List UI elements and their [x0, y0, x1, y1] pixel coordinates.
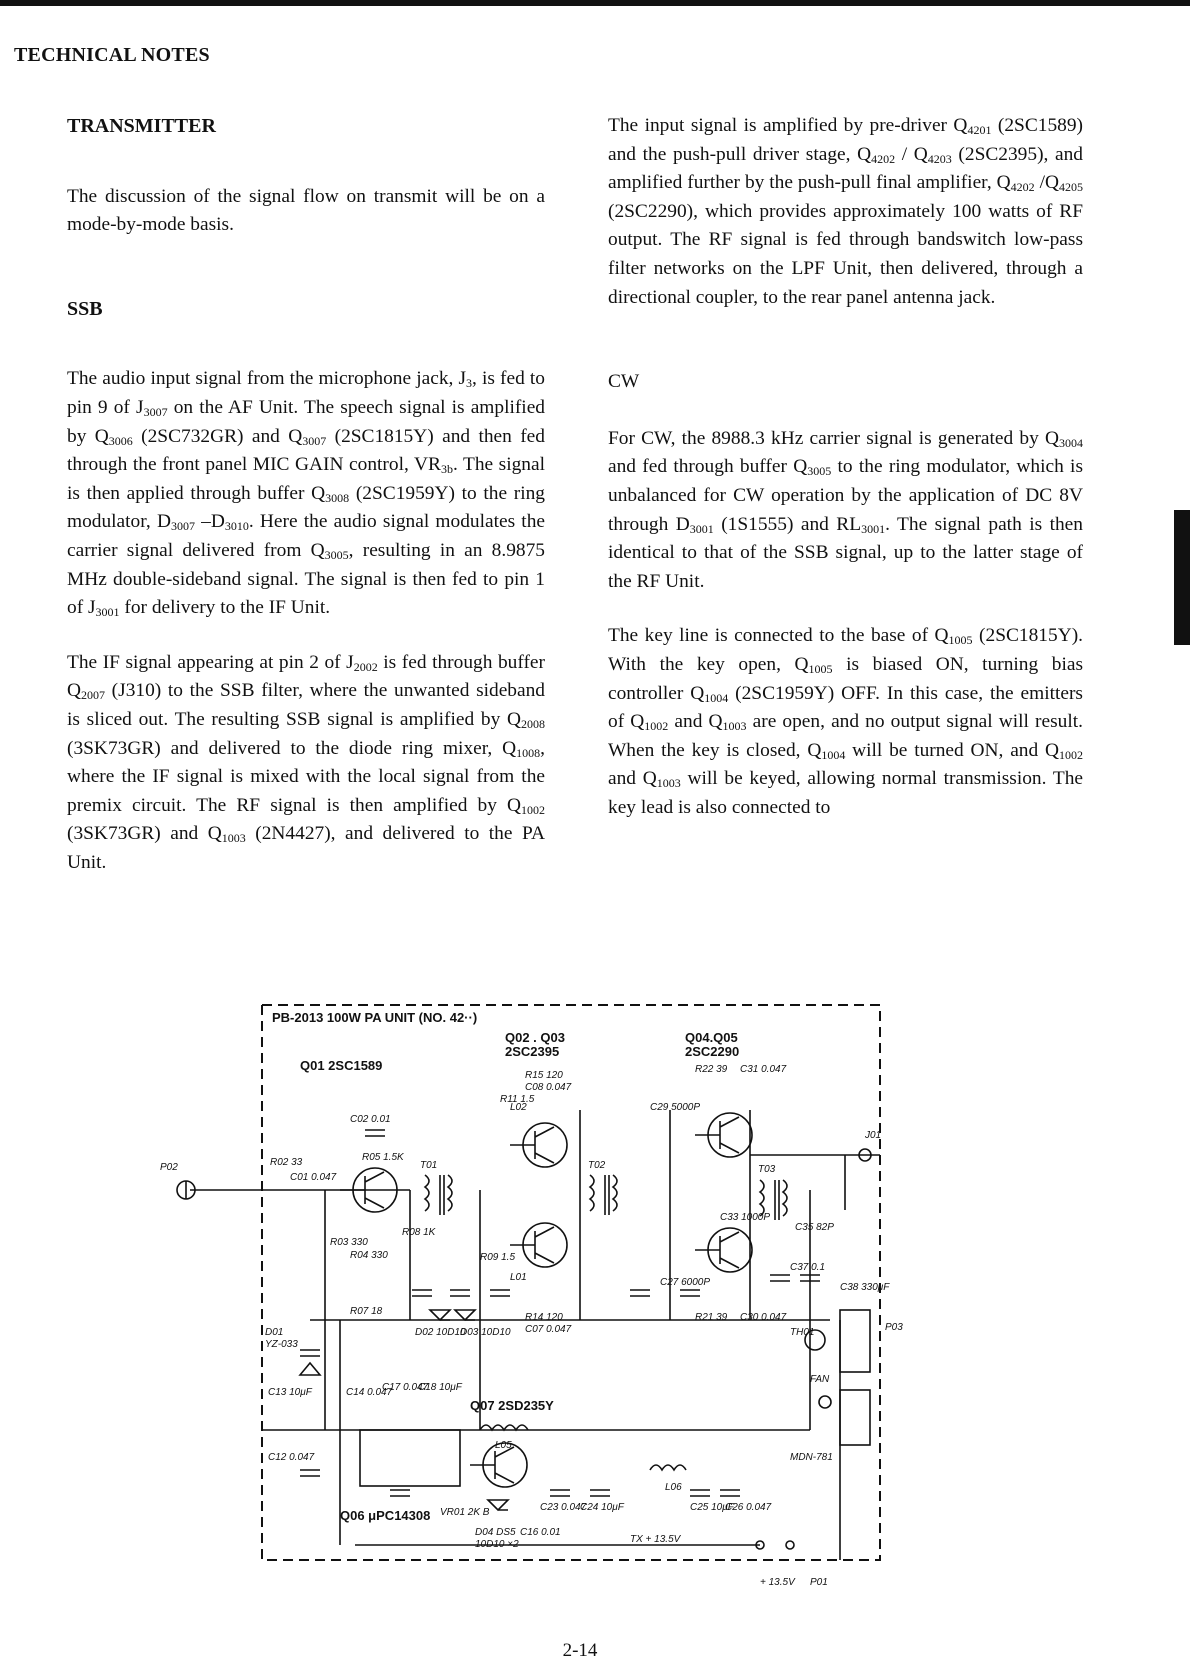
- p03-label: P03: [885, 1322, 903, 1333]
- schematic-title: PB-2013 100W PA UNIT (NO. 42··): [272, 1010, 478, 1025]
- ssb-paragraph-1: The audio input signal from the microphone jack, $J_3$, is fed to pin 9 of $J_{3007}$ on the AF Unit. The speech signal is amplified by $Q_{3006}$ (2SC732GR) and $Q_{3007}$ (2SC1815Y) and then fed through the front panel MIC GAIN control, $VR_{3b}$. The signal is then applied through buffer $Q_{3008}$ (2SC1959Y) to the ring modulator, $D_{3007}$ $-D_{3010}$. Here the audio signal modulates the carrier signal delivered from $Q_{3005}$, resulting in an 8.9875 MHz double-sideband signal. The signal is then fed to pin 1 of $J_{3001}$ for delivery to the IF Unit.: [67, 368, 546, 620]
- l06-label: L06: [665, 1482, 682, 1493]
- d05-label: 10D10 ×2: [475, 1539, 519, 1550]
- c13-label: C13 10μF: [268, 1387, 312, 1398]
- cw-heading: CW: [608, 371, 640, 393]
- c02-label: C02 0.01: [350, 1114, 391, 1125]
- c01-label: C01 0.047: [290, 1172, 337, 1183]
- c17-label: C17 0.047: [382, 1382, 429, 1393]
- q002-003-label: Q02 . Q03: [505, 1030, 565, 1045]
- t02-label: T02: [588, 1160, 606, 1171]
- r21-label: R21 39: [695, 1312, 728, 1323]
- ssb-paragraph-2: The IF signal appearing at pin 2 of $J_{2002}$ is fed through buffer $Q_{2007}$ (J310) to the SSB filter, where the unwanted sideband is sliced out. The resulting SSB signal is amplified by $Q_{2008}$ (3SK73GR) and delivered to the diode ring mixer, $Q_{1008}$, where the IF signal is mixed with the local signal from the premix circuit. The RF signal is then amplified by $Q_{1002}$ (3SK73GR) and $Q_{1003}$ (2N4427), and delivered to the PA Unit.: [67, 651, 546, 873]
- l05-label: L05: [495, 1440, 512, 1451]
- page-number: 2-14: [562, 1640, 598, 1661]
- r15-label: R15 120: [525, 1070, 563, 1081]
- r14-label: R14 120: [525, 1312, 563, 1323]
- ssb-paragraph-3: The input signal is amplified by pre-driver $Q_{4201}$ (2SC1589) and the push-pull driver stage, $Q_{4202} / Q_{4203}$ (2SC2395), and amplified further by the push-pull final amplifier, $Q_{4202}$ $/Q_{4205}$ (2SC2290), which provides approximately 100 watts of RF output. The RF signal is fed through bandswitch low-pass filter networks on the LPF Unit, then delivered, through a directional coupler, to the rear panel antenna jack.: [608, 115, 1084, 308]
- c08-label: C08 0.047: [525, 1082, 572, 1093]
- cw-paragraph-1: For CW, the 8988.3 kHz carrier signal is generated by $Q_{3004}$ and fed through buffer $Q_{3005}$ to the ring modulator, which is unbalanced for CW operation by the application of DC 8V through $D_{3001}$ (1S1555) and $RL_{3001}$. The signal path is then identical to that of the SSB signal, up to the latter stage of the RF Unit.: [608, 427, 1083, 592]
- r11-label: R11 1.5: [500, 1094, 535, 1105]
- tx-supply-label: TX + 13.5V: [630, 1534, 681, 1545]
- cw-paragraph-2: The key line is connected to the base of $Q_{1005}$ (2SC1815Y). With the key open, $Q_{1005}$ is biased ON, turning bias controller $Q_{1004}$ (2SC1959Y) OFF. In this case, the emitters of $Q_{1002}$ and $Q_{1003}$ are open, and no output signal will result. When the key is closed, $Q_{1004}$ will be turned ON, and $Q_{1002}$ and $Q_{1003}$ will be keyed, allowing normal transmission. The key lead is also connected to: [608, 625, 1084, 818]
- page-header: TECHNICAL NOTES: [14, 44, 210, 66]
- d01-type: YZ-033: [265, 1339, 298, 1350]
- c37-label: C37 0.1: [790, 1262, 826, 1273]
- c14-label: C14 0.047: [346, 1387, 393, 1398]
- q002-003-type: 2SC2395: [505, 1044, 560, 1059]
- c07-label: C07 0.047: [525, 1324, 572, 1335]
- d01-label: D01: [265, 1327, 284, 1338]
- p02-label: P02: [160, 1162, 178, 1173]
- r08-label: R08 1K: [402, 1227, 436, 1238]
- r04-label: R04 330: [350, 1250, 388, 1261]
- pa-unit-schematic: [150, 990, 903, 1600]
- ssb-heading: SSB: [67, 297, 103, 320]
- c18-label: C18 10μF: [418, 1382, 462, 1393]
- c26-label: C26 0.047: [725, 1502, 772, 1513]
- transmitter-intro: The discussion of the signal flow on transmit will be on a mode-by-mode basis.: [67, 185, 545, 236]
- r07-label: R07 18: [350, 1306, 383, 1317]
- c30-label: C30 0.047: [740, 1312, 787, 1323]
- r09-label: R09 1.5: [480, 1252, 516, 1263]
- vr01-label: VR01 2K B: [440, 1507, 490, 1518]
- t01-label: T01: [420, 1160, 438, 1171]
- supply-label: + 13.5V: [760, 1577, 795, 1588]
- t03-label: T03: [758, 1164, 776, 1175]
- p01-label: P01: [810, 1577, 828, 1588]
- d03-label: D03 10D10: [460, 1327, 511, 1338]
- r02-label: R02 33: [270, 1157, 303, 1168]
- q001-label: Q01 2SC1589: [300, 1058, 383, 1073]
- r03-label: R03 330: [330, 1237, 368, 1248]
- edge-marker: [1174, 510, 1190, 645]
- c38-label: C38 330μF: [840, 1282, 890, 1293]
- c31-label: C31 0.047: [740, 1064, 787, 1075]
- l02-label: L02: [510, 1102, 527, 1113]
- c35-label: C35 82P: [795, 1222, 834, 1233]
- c25-label: C25 10μF: [690, 1502, 734, 1513]
- c16-label: C16 0.01: [520, 1527, 561, 1538]
- c12-label: C12 0.047: [268, 1452, 315, 1463]
- transmitter-heading: TRANSMITTER: [67, 115, 216, 137]
- q007-label: Q07 2SD235Y: [470, 1398, 554, 1413]
- q004-005-label: Q04.Q05: [685, 1030, 738, 1045]
- mdn-label: MDN-781: [790, 1452, 833, 1463]
- c29-label: C29 5000P: [650, 1102, 701, 1113]
- top-rule: [0, 0, 1190, 6]
- r22-label: R22 39: [695, 1064, 728, 1075]
- j01-label: J01: [865, 1130, 882, 1141]
- c27-label: C27 6000P: [660, 1277, 711, 1288]
- th01-label: TH01: [790, 1327, 815, 1338]
- fan-label: FAN: [810, 1374, 830, 1385]
- right-column: [608, 112, 1083, 822]
- d02-label: D02 10D10: [415, 1327, 466, 1338]
- c23-label: C23 0.047: [540, 1502, 587, 1513]
- q006-label: Q06 μPC14308: [340, 1508, 431, 1523]
- l01-label: L01: [510, 1272, 527, 1283]
- q004-005-type: 2SC2290: [685, 1044, 740, 1059]
- d04-label: D04 DS5: [475, 1527, 516, 1538]
- r05-label: R05 1.5K: [362, 1152, 404, 1163]
- c24-label: C24 10μF: [580, 1502, 624, 1513]
- c33-label: C33 1000P: [720, 1212, 771, 1223]
- left-column: [67, 112, 545, 877]
